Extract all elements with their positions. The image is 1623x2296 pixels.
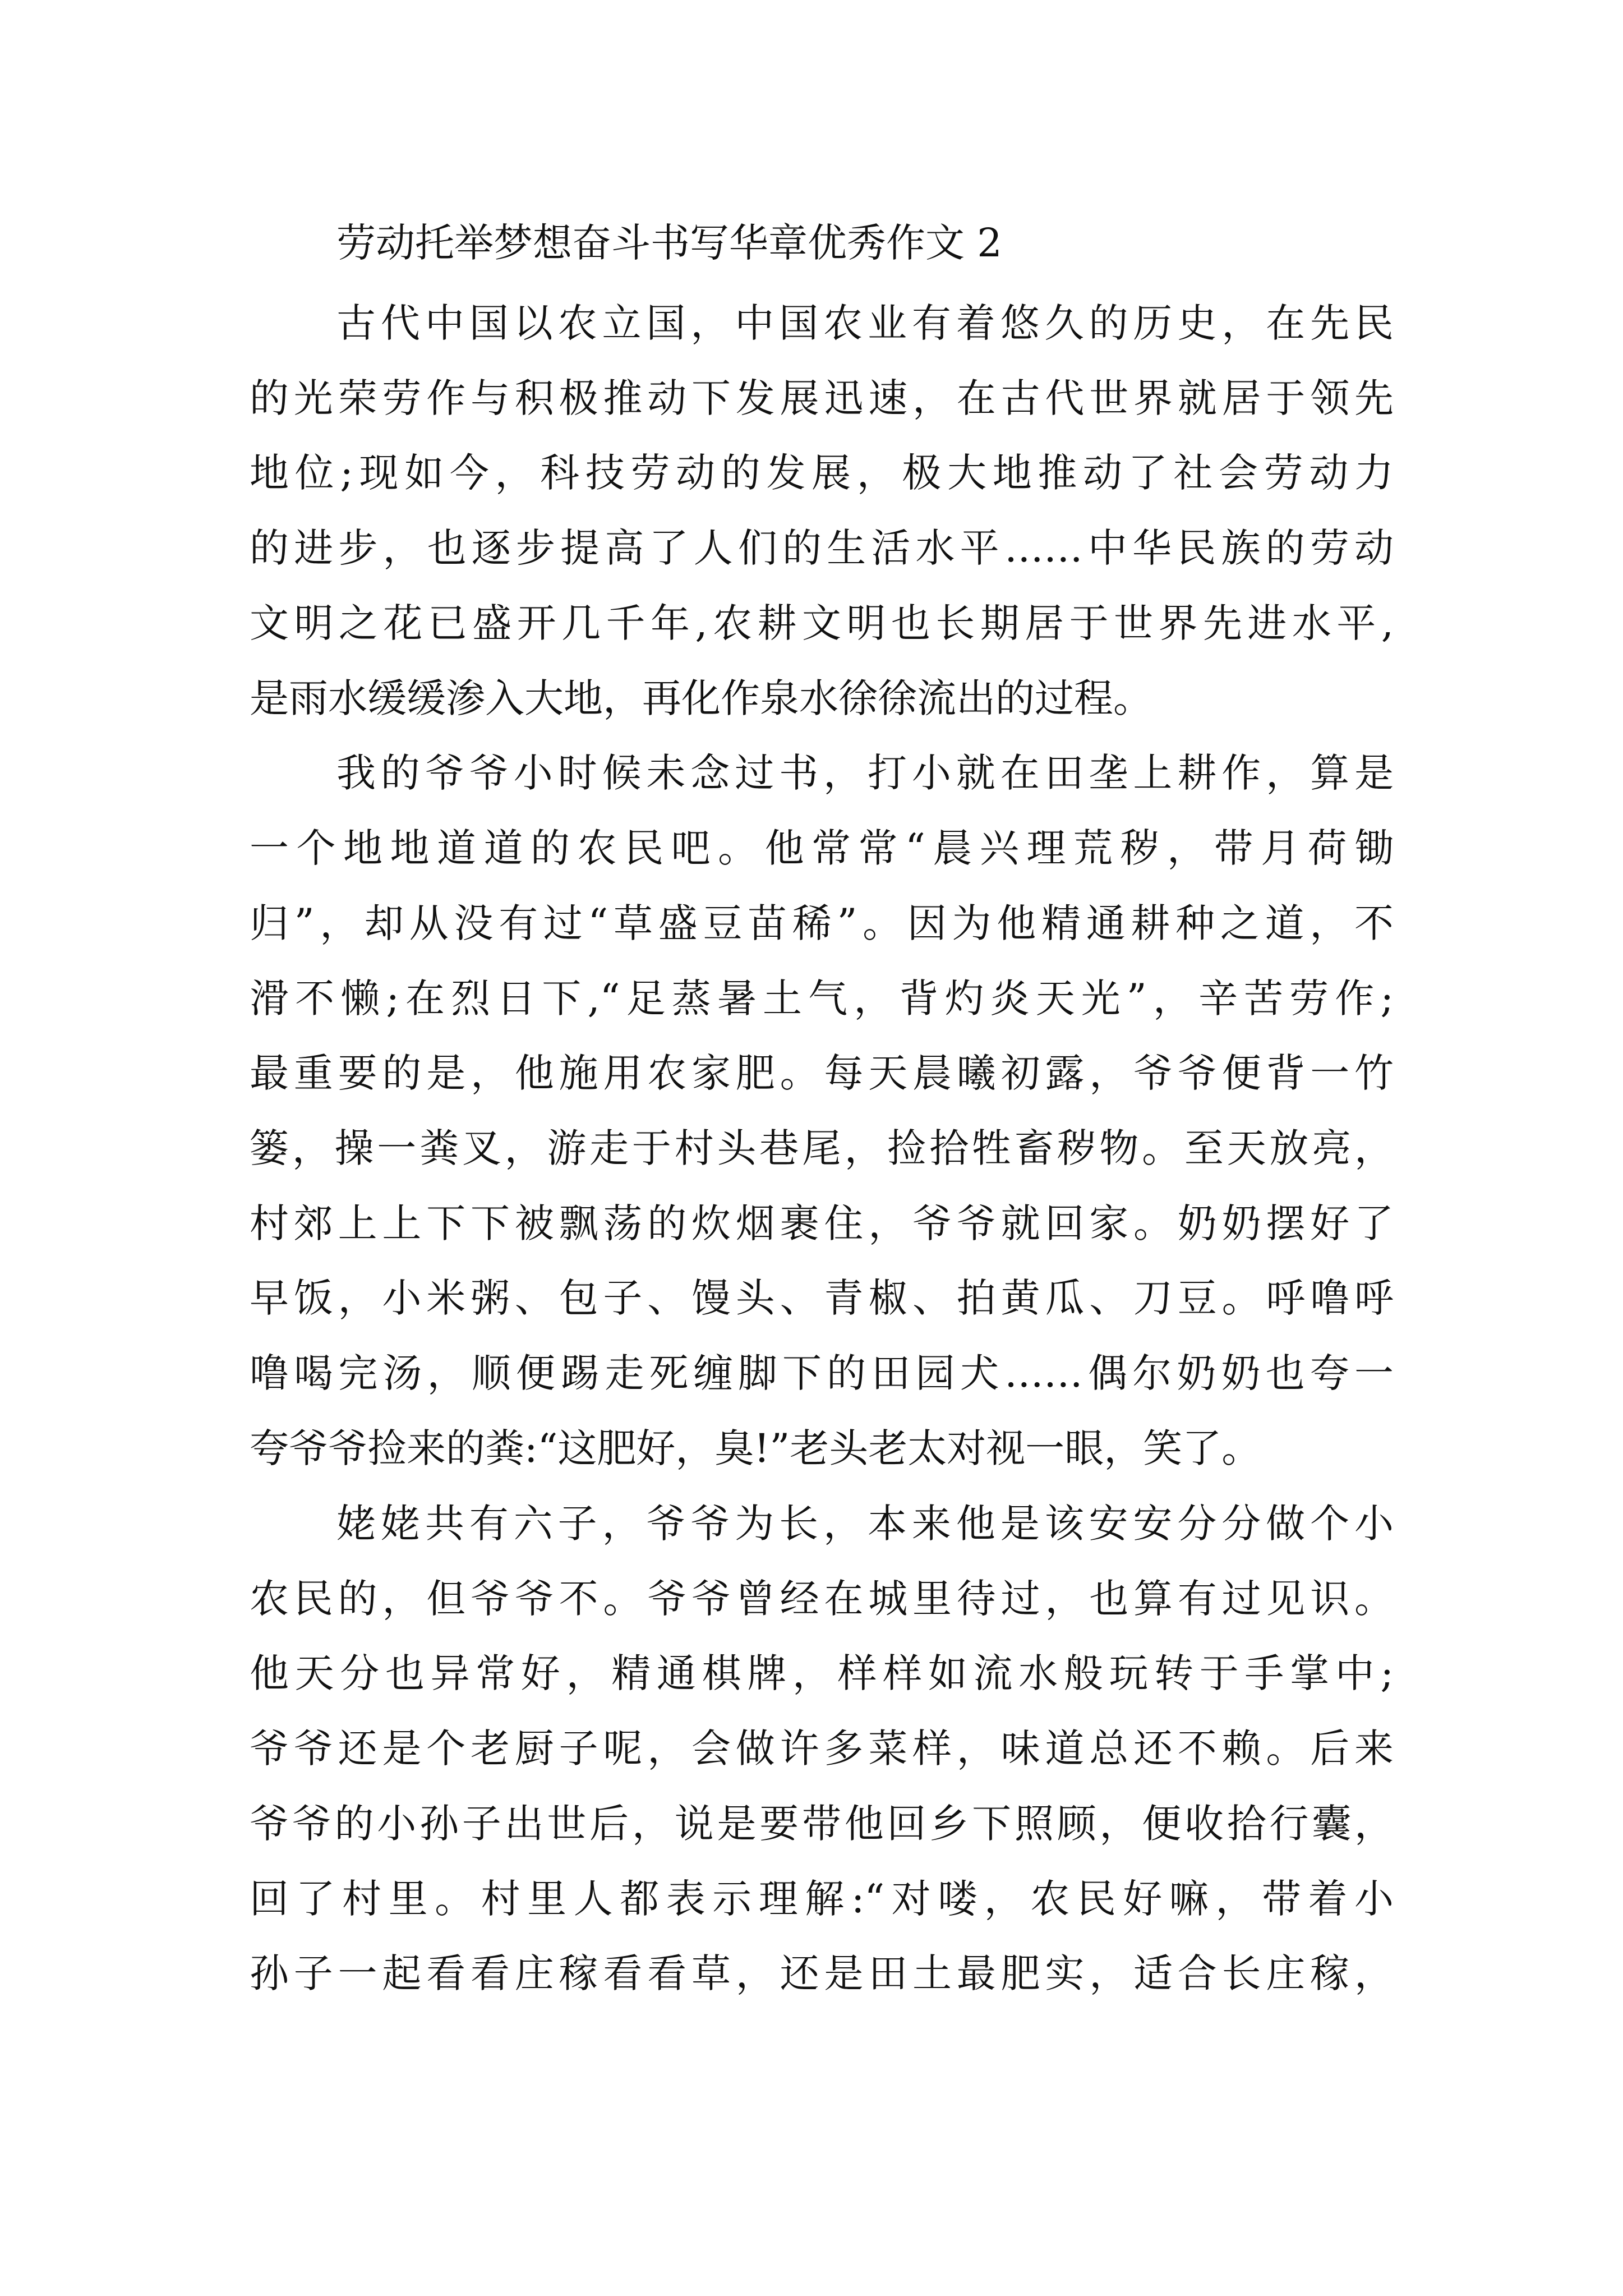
paragraph-3-line-6: 回了村里。村里人都表示理解:“对喽，农民好嘛，带着小 [250,1876,1394,1922]
paragraph-2-line-2: 一个地地道道的农民吧。他常常“晨兴理荒秽，带月荷锄 [250,825,1394,871]
paragraph-3-line-4: 爷爷还是个老厨子呢，会做许多菜样，味道总还不赖。后来 [250,1726,1394,1772]
paragraph-2-line-8: 早饭，小米粥、包子、馒头、青椒、拍黄瓜、刀豆。呼噜呼 [250,1275,1394,1321]
paragraph-2-line-10: 夸爷爷捡来的粪:“这肥好，臭!”老头老太对视一眼，笑了。 [250,1425,1261,1471]
paragraph-3-line-1: 姥姥共有六子，爷爷为长，本来他是该安安分分做个小 [336,1501,1394,1547]
paragraph-3-line-5: 爷爷的小孙子出世后，说是要带他回乡下照顾，便收拾行囊， [250,1801,1394,1847]
paragraph-1-line-3: 地位;现如今，科技劳动的发展，极大地推动了社会劳动力 [250,450,1394,496]
paragraph-2-line-1: 我的爷爷小时候未念过书，打小就在田垄上耕作，算是 [336,750,1394,796]
paragraph-1-line-4: 的进步，也逐步提高了人们的生活水平……中华民族的劳动 [250,525,1394,571]
paragraph-1-line-6: 是雨水缓缓渗入大地，再化作泉水徐徐流出的过程。 [250,675,1152,721]
paragraph-3-line-2: 农民的，但爷爷不。爷爷曾经在城里待过，也算有过见识。 [250,1576,1394,1622]
paragraph-2-line-6: 篓，操一粪叉，游走于村头巷尾，捡拾牲畜秽物。至天放亮， [250,1125,1394,1171]
paragraph-1-line-1: 古代中国以农立国，中国农业有着悠久的历史，在先民 [336,300,1394,346]
document-title: 劳动托举梦想奋斗书写华章优秀作文 2 [336,220,1002,266]
paragraph-2-line-5: 最重要的是，他施用农家肥。每天晨曦初露，爷爷便背一竹 [250,1050,1394,1096]
paragraph-2-line-9: 噜喝完汤，顺便踢走死缠脚下的田园犬……偶尔奶奶也夸一 [250,1350,1394,1396]
paragraph-2-line-4: 滑不懒;在烈日下,“足蒸暑土气，背灼炎天光”，辛苦劳作; [250,976,1394,1022]
paragraph-1-line-2: 的光荣劳作与积极推动下发展迅速，在古代世界就居于领先 [250,375,1394,421]
paragraph-2-line-7: 村郊上上下下被飘荡的炊烟裹住，爷爷就回家。奶奶摆好了 [250,1200,1394,1246]
paragraph-1-line-5: 文明之花已盛开几千年,农耕文明也长期居于世界先进水平, [250,600,1394,646]
paragraph-2-line-3: 归”，却从没有过“草盛豆苗稀”。因为他精通耕种之道，不 [250,900,1394,946]
paragraph-3-line-7: 孙子一起看看庄稼看看草，还是田土最肥实，适合长庄稼， [250,1950,1394,1996]
paragraph-3-line-3: 他天分也异常好，精通棋牌，样样如流水般玩转于手掌中; [250,1650,1394,1696]
